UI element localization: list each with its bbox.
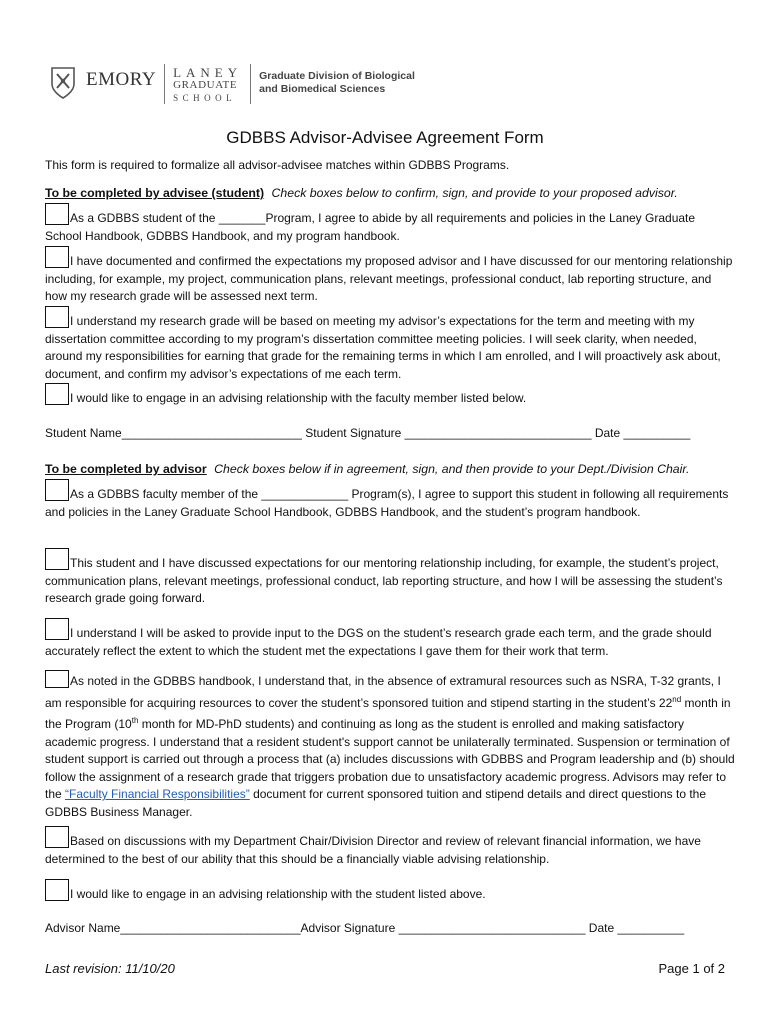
advisor-checkbox-2[interactable] — [45, 548, 69, 570]
advisor-item-5-text: Based on discussions with my Department Chair/Division Director and review of relevant financial information, we have determined to the best of our ability that this should be a financially viable advising relationship. — [45, 834, 701, 866]
advisor-item-2 — [45, 548, 735, 608]
advisor-checkbox-1[interactable] — [45, 479, 69, 501]
school-line: SCHOOL — [173, 93, 237, 103]
graduate-line: GRADUATE — [173, 79, 238, 91]
student-section-header — [45, 185, 735, 201]
intro-text: This form is required to formalize all advisor-advisee matches within GDBBS Programs. — [45, 158, 510, 172]
logo-divider — [164, 64, 165, 104]
student-item-4 — [45, 383, 735, 408]
advisor-section-instruction: Check boxes below if in agreement, sign, and then provide to your Dept./Division Chair. — [214, 462, 690, 476]
advisor-item-1-text: As a GDBBS faculty member of the _____________ Program(s), I agree to support this student in following all requirements and policies in the Laney Graduate School Handbook, GDBBS Handbook, and the student’s program handbook. — [45, 487, 729, 519]
advisor-checkbox-3[interactable] — [45, 618, 69, 640]
student-item-1-text: As a GDBBS student of the _______Program, I agree to abide by all requirements and policies in the Laney Graduate School Handbook, GDBBS Handbook, and my program handbook. — [45, 211, 696, 243]
student-checkbox-4[interactable] — [45, 383, 69, 405]
funding-text-4: document for current sponsored tuition and stipend details and direct questions to the GDBBS Business Manager. — [45, 787, 707, 819]
funding-text-3: month for MD-PhD students) and continuing as long as the student is enrolled and making satisfactory academic progress. I understand that a resident student's support cannot be unilaterally terminated. Suspension or termination of student support is carried out through a process that (a) includes discussions with GDBBS and Program leadership and (b) should follow the assignment of a research grade that triggers probation due to unsatisfactory academic progress. Advisors may refer to the — [45, 717, 735, 801]
student-item-2 — [45, 246, 735, 306]
student-item-3 — [45, 306, 735, 383]
emory-shield-icon — [50, 66, 76, 100]
advisor-item-5 — [45, 826, 735, 868]
form-title: GDBBS Advisor-Advisee Agreement Form — [226, 128, 544, 147]
division-name — [259, 70, 415, 96]
student-checkbox-3[interactable] — [45, 306, 69, 328]
advisor-item-6 — [45, 879, 735, 904]
student-signature-line[interactable]: Student Name___________________________ Student Signature ____________________________ Date __________ — [45, 426, 691, 440]
student-section-instruction: Check boxes below to confirm, sign, and provide to your proposed advisor. — [271, 186, 678, 200]
student-item-3-text: I understand my research grade will be based on meeting my advisor’s expectations for the term and meeting with my dissertation committee according to my program’s dissertation committee meeting policies. I will seek clarity, when needed, around my responsibilities for earning that grade for the remaining terms in which I am enrolled, and I will proactively ask about, document, and confirm my advisor’s expectations of me each term. — [45, 314, 721, 381]
logo-divider-2 — [250, 64, 251, 104]
student-checkbox-2[interactable] — [45, 246, 69, 268]
advisor-section-header — [45, 461, 735, 477]
advisor-item-1 — [45, 479, 735, 521]
division-line-2: and Biomedical Sciences — [259, 83, 386, 95]
laney-line: LANEY — [173, 65, 243, 80]
funding-text-2: month in the Program (10 — [45, 695, 731, 731]
funding-sup-2: th — [131, 716, 139, 725]
advisor-section-label: To be completed by advisor — [45, 462, 207, 476]
student-checkbox-1[interactable] — [45, 203, 69, 225]
student-item-1 — [45, 203, 735, 245]
advisor-item-2-text: This student and I have discussed expectations for our mentoring relationship including, for example, the student’s project, communication plans, relevant meetings, professional conduct, lab reporting structure, and how I will be assessing the student’s research grade going forward. — [45, 556, 723, 605]
funding-text-1: As noted in the GDBBS handbook, I understand that, in the absence of extramural resources such as NSRA, T-32 grants, I am responsible for acquiring resources to cover the student’s sponsored tuition and stipend starting in the student’s 22 — [45, 674, 721, 710]
advisor-item-3 — [45, 618, 735, 660]
advisor-item-3-text: I understand I will be asked to provide input to the DGS on the student’s research grade each term, and the grade should accurately reflect the extent to which the student met the expectations I gave them for their work that term. — [45, 626, 712, 658]
last-revision: Last revision: 11/10/20 — [45, 961, 175, 976]
emory-laney-logo — [50, 64, 415, 116]
student-item-4-text: I would like to engage in an advising relationship with the faculty member listed below. — [70, 391, 527, 405]
student-section-label: To be completed by advisee (student) — [45, 186, 265, 200]
advisor-checkbox-6[interactable] — [45, 879, 69, 901]
advisor-checkbox-5[interactable] — [45, 826, 69, 848]
page-number: Page 1 of 2 — [658, 961, 725, 976]
advisor-item-funding — [45, 670, 735, 821]
student-item-2-text: I have documented and confirmed the expectations my proposed advisor and I have discussed for our mentoring relationship including, for example, my project, communication plans, relevant meetings, professional conduct, lab reporting structure, and how my research grade will be assessed next term. — [45, 254, 733, 303]
advisor-item-6-text: I would like to engage in an advising relationship with the student listed above. — [70, 887, 486, 901]
advisor-checkbox-4[interactable] — [45, 670, 69, 688]
laney-wordmark — [173, 66, 242, 105]
advisor-signature-line[interactable]: Advisor Name___________________________Advisor Signature ____________________________ Date __________ — [45, 921, 685, 935]
funding-sup-1: nd — [672, 694, 682, 704]
emory-wordmark: EMORY — [86, 69, 157, 90]
division-line-1: Graduate Division of Biological — [259, 70, 415, 82]
faculty-financial-responsibilities-link[interactable]: “Faculty Financial Responsibilities” — [65, 787, 250, 801]
